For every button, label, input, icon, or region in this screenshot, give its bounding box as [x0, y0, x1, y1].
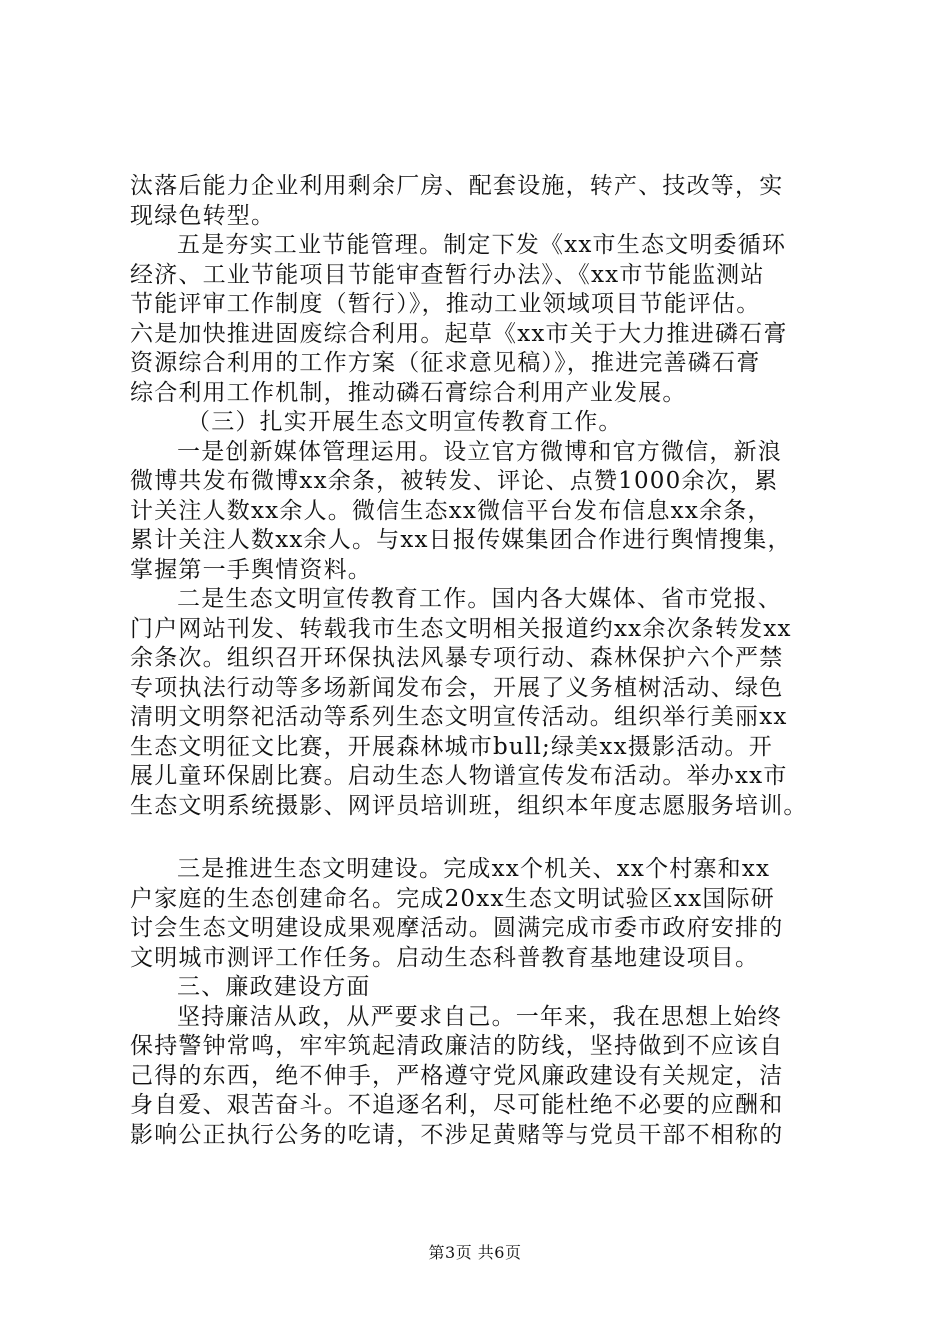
text-block-1: [130, 172, 850, 821]
text-line: 一是创新媒体管理运用。设立官方微博和官方微信，新浪: [177, 438, 782, 465]
page-footer: 第3页 共6页: [428, 1243, 522, 1262]
text-line: 六是加快推进固废综合利用。起草《xx市关于大力推进磷石膏: [130, 320, 788, 347]
text-line: （三）扎实开展生态文明宣传教育工作。: [187, 409, 623, 435]
text-line: 门户网站刊发、转载我市生态文明相关报道约xx余次条转发xx: [130, 615, 792, 642]
text-line: 二是生态文明宣传教育工作。国内各大媒体、省市党报、: [177, 586, 782, 612]
text-line: 综合利用工作机制，推动磷石膏综合利用产业发展。: [130, 379, 687, 406]
text-line: 讨会生态文明建设成果观摩活动。圆满完成市委市政府安排的: [130, 915, 784, 941]
text-line: 现绿色转型。: [130, 202, 276, 229]
text-line: 节能评审工作制度（暂行）》，推动工业领域项目节能评估。: [130, 291, 761, 317]
text-line: 身自爱、艰苦奋斗。不追逐名利，尽可能杜绝不必要的应酬和: [130, 1092, 784, 1118]
text-line: 余条次。组织召开环保执法风暴专项行动、森林保护六个严禁: [130, 645, 784, 671]
text-line: 生态文明系统摄影、网评员培训班，组织本年度志愿服务培训。: [130, 792, 808, 819]
text-line: 五是夯实工业节能管理。制定下发《xx市生态文明委循环: [177, 232, 787, 258]
text-line: 坚持廉洁从政，从严要求自己。一年来，我在思想上始终: [177, 1003, 782, 1030]
text-line: 三、廉政建设方面: [177, 974, 371, 1000]
text-block-2: [130, 855, 850, 1150]
text-line: 三是推进生态文明建设。完成xx个机关、xx个村寨和xx: [177, 856, 771, 882]
document-body: [130, 172, 850, 1150]
text-line: 文明城市测评工作任务。启动生态科普教育基地建设项目。: [130, 944, 760, 971]
text-line: 保持警钟常鸣，牢牢筑起清政廉洁的防线，坚持做到不应该自: [130, 1033, 784, 1059]
text-line: 汰落后能力企业利用剩余厂房、配套设施，转产、技改等，实: [130, 173, 784, 199]
text-line: 生态文明征文比赛，开展森林城市bull;绿美xx摄影活动。开: [130, 733, 773, 760]
text-line: 展儿童环保剧比赛。启动生态人物谱宣传发布活动。举办xx市: [130, 763, 788, 789]
paragraph-gap: [130, 821, 850, 855]
text-line: 经济、工业节能项目节能审查暂行办法》、《xx市节能监测站: [130, 261, 765, 288]
text-line: 累计关注人数xx余人。与xx日报传媒集团合作进行舆情搜集，: [130, 527, 792, 553]
text-line: 户家庭的生态创建命名。完成20xx生态文明试验区xx国际研: [130, 885, 775, 912]
text-line: 计关注人数xx余人。微信生态xx微信平台发布信息xx余条，: [130, 497, 772, 524]
text-line: 清明文明祭祀活动等系列生态文明宣传活动。组织举行美丽xx: [130, 704, 788, 730]
text-line: 资源综合利用的工作方案（征求意见稿）》，推进完善磷石膏: [130, 350, 761, 376]
text-line: 己得的东西，绝不伸手，严格遵守党风廉政建设有关规定，洁: [130, 1062, 784, 1089]
text-line: 影响公正执行公务的吃请，不涉足黄赌等与党员干部不相称的: [130, 1121, 784, 1148]
text-line: 微博共发布微博xx余条，被转发、评论、点赞1000余次，累: [130, 468, 779, 494]
text-line: 专项执法行动等多场新闻发布会，开展了义务植树活动、绿色: [130, 674, 784, 701]
text-line: 掌握第一手舆情资料。: [130, 556, 372, 583]
